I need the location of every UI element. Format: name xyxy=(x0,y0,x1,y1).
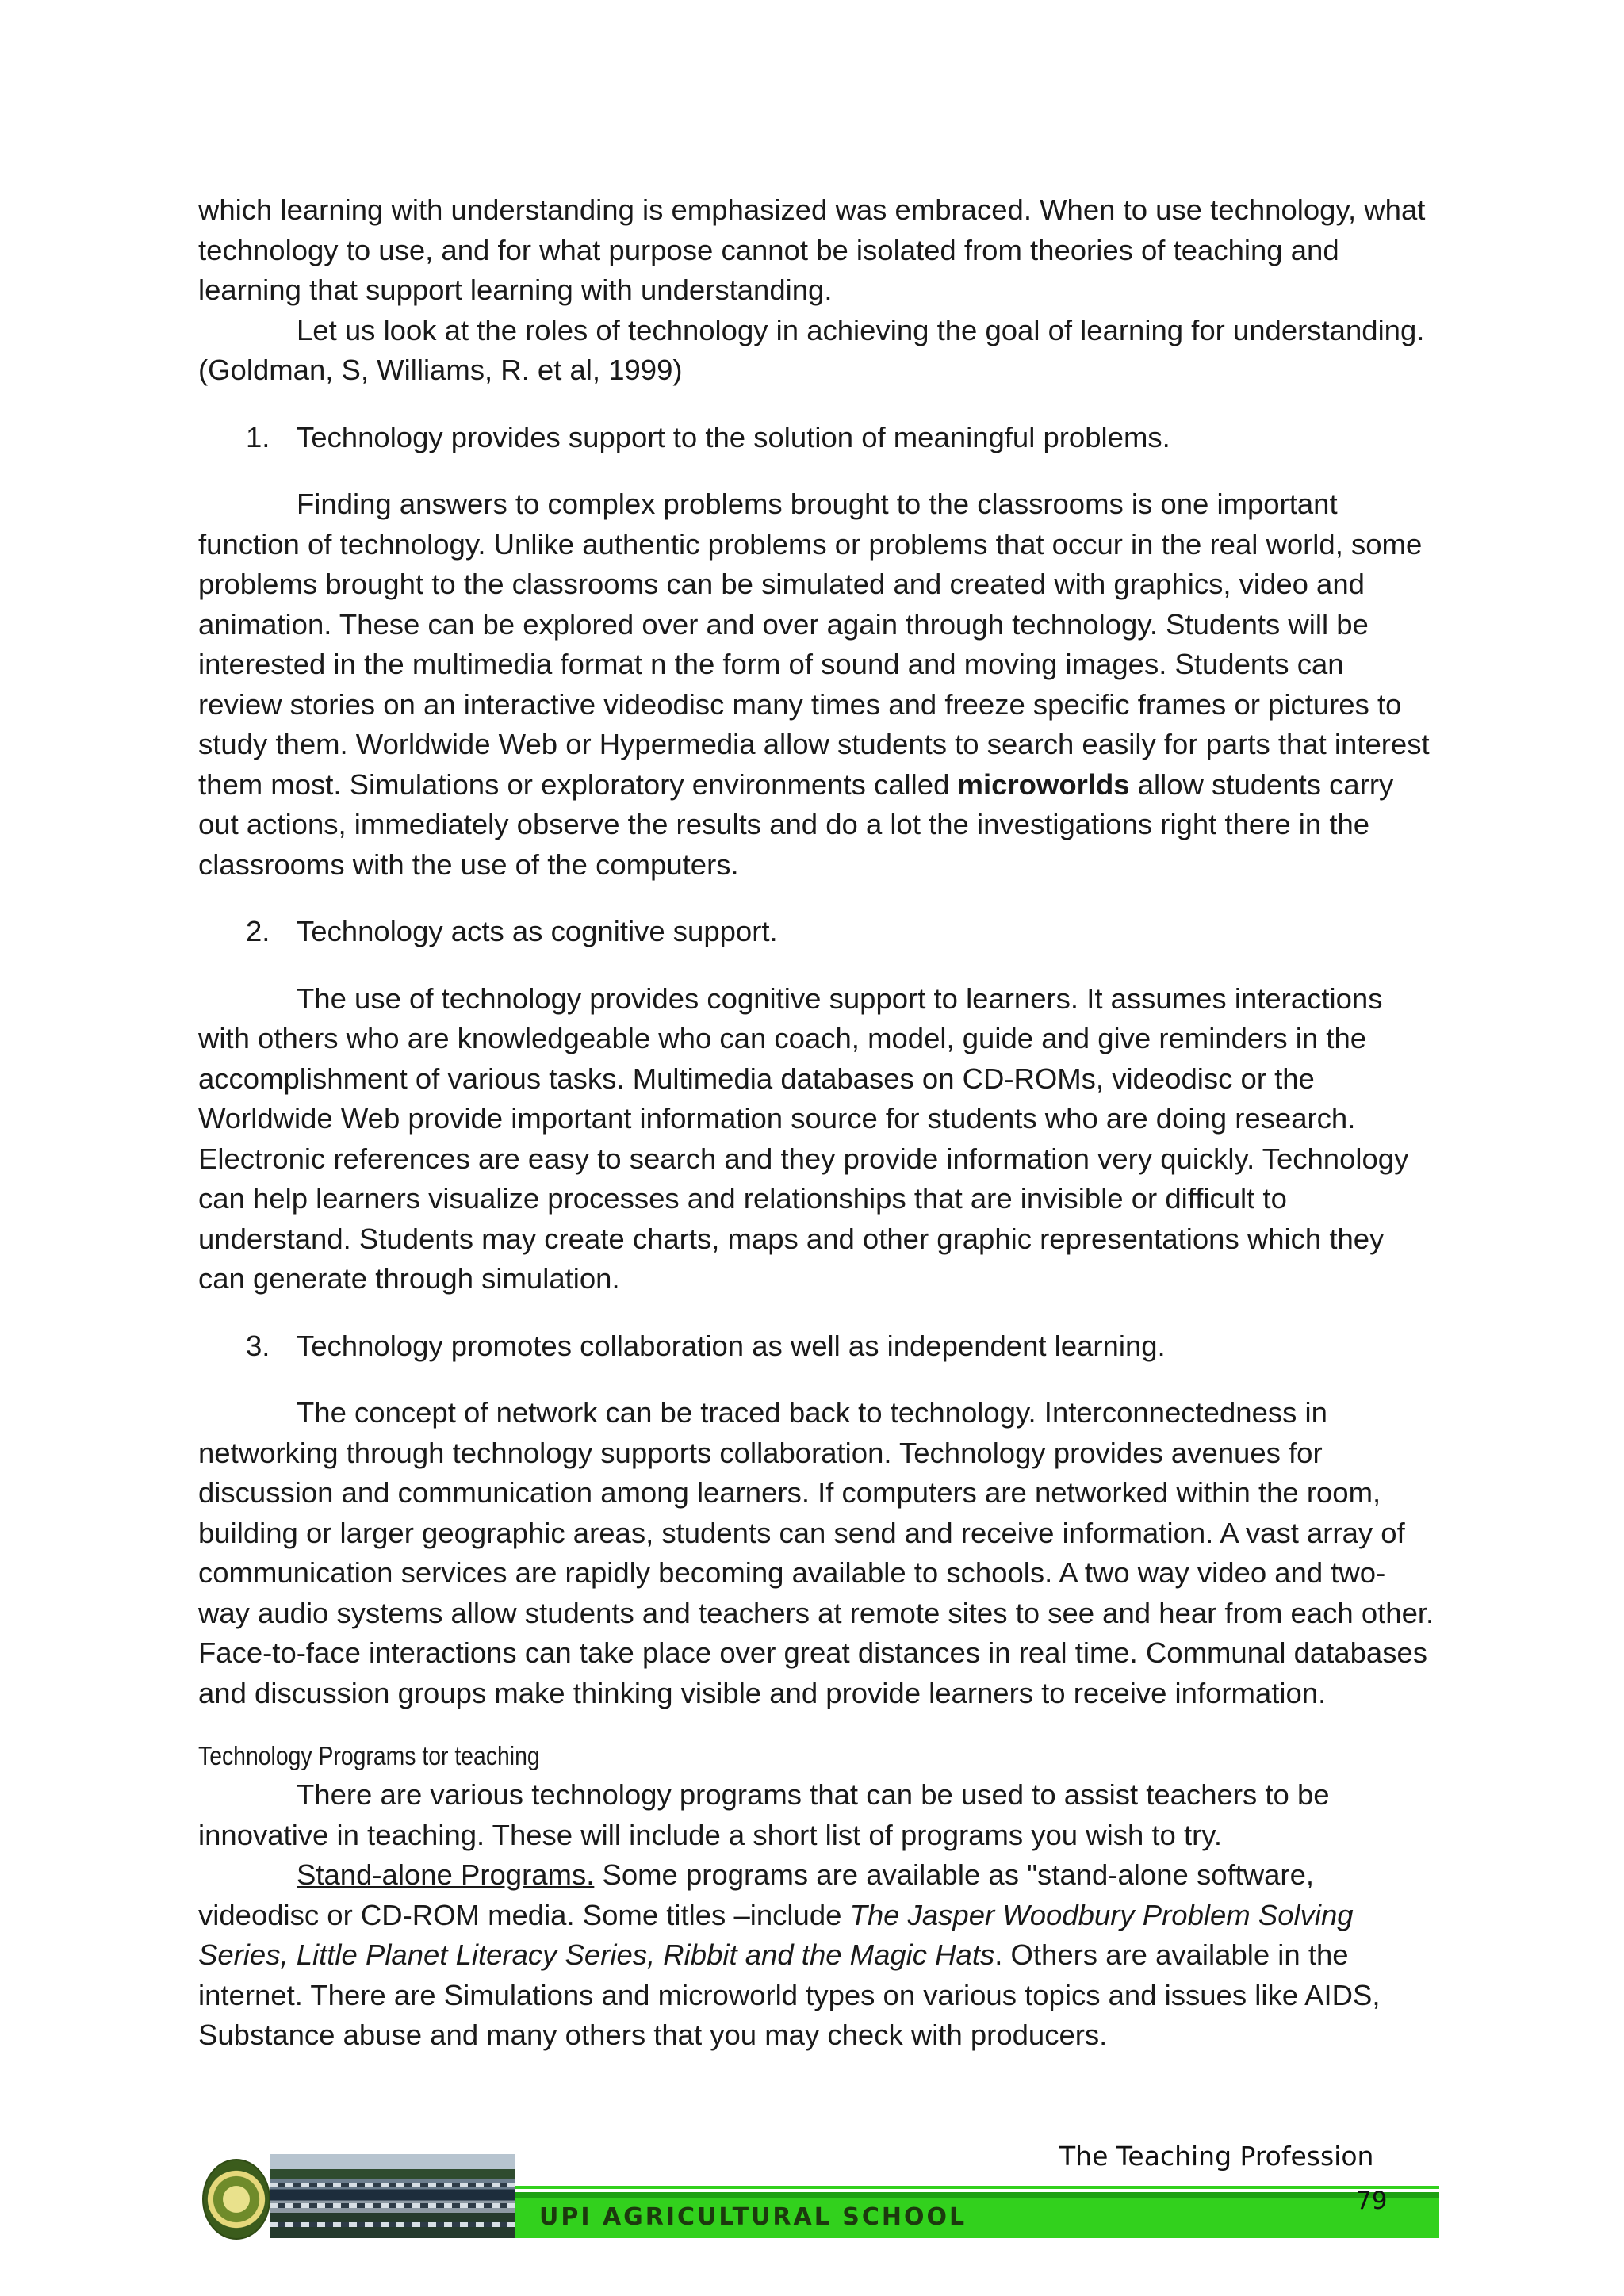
term-stand-alone: Stand-alone Programs. xyxy=(297,1858,595,1891)
list-number: 2. xyxy=(246,915,270,947)
school-seal-icon xyxy=(202,2159,270,2240)
list-number: 3. xyxy=(246,1329,270,1362)
page-body xyxy=(198,190,1435,2056)
list-item-text: Technology acts as cognitive support. xyxy=(297,915,778,947)
school-name-bar xyxy=(515,2192,1439,2238)
paragraph-intro: which learning with understanding is emphasized was embraced. When to use technology, what technology to use, and for what purpose cannot be isolated from theories of teaching and learning that support learning with understanding. xyxy=(198,193,1426,306)
list-item-text: Technology promotes collaboration as well as independent learning. xyxy=(297,1329,1166,1362)
paragraph-collaboration: The concept of network can be traced back to technology. Interconnectedness in networking through technology supports collaboration. Technology provides avenues for discussion and communication among learners. If computers are networked within the room, building or larger geographic areas, students can send and receive information. A vast array of communication services are rapidly becoming available to schools. A two way video and two-way audio systems allow students and teachers at remote sites to see and hear from each other. Face-to-face interactions can take place over great distances in real time. Communal databases and discussion groups make thinking visible and provide learners to receive information. xyxy=(198,1396,1434,1709)
footer-title: The Teaching Profession xyxy=(1059,2141,1374,2172)
list-item-1 xyxy=(198,418,1435,458)
paragraph-cognitive: The use of technology provides cognitive support to learners. It assumes interactions with others who are knowledgeable who can coach, model, guide and give reminders in the accomplishment of various tasks. Multimedia databases on CD-ROMs, videodisc or the Worldwide Web provide important information source for students who are doing research. Electronic references are easy to search and they provide information very quickly. Technology can help learners visualize processes and relationships that are invisible or difficult to understand. Students may create charts, maps and other graphic representations which they can generate through simulation. xyxy=(198,982,1409,1295)
page-number: 79 xyxy=(1356,2187,1388,2215)
list-item-3 xyxy=(198,1326,1435,1367)
list-number: 1. xyxy=(246,420,270,453)
school-building-photo xyxy=(270,2154,515,2238)
list-item-text: Technology provides support to the solution of meaningful problems. xyxy=(297,420,1170,453)
paragraph-problems: Finding answers to complex problems brought to the classrooms is one important function of technology. Unlike authentic problems or problems that occur in the real world, some problems brought to the classrooms can be simulated and created with graphics, video and animation. These can be explored over and over again through technology. Students will be interested in the multimedia format n the form of sound and moving images. Students can review stories on an interactive videodisc many times and freeze specific frames or pictures to study them. Worldwide Web or Hypermedia allow students to search easily for parts that interest them most. Simulations or exploratory environments called microworlds allow students carry out actions, immediately observe the results and do a lot the investigations right there in the classrooms with the use of the computers. xyxy=(198,488,1430,881)
section-heading: Technology Programs tor teaching xyxy=(198,1741,540,1770)
paragraph-stand-alone: Stand-alone Programs. Some programs are available as "stand-alone software, videodisc or CD-ROM media. Some titles –include The Jasper Woodbury Problem Solving Series, Little Planet Literacy Series, Ribbit and the Magic Hats. Others are available in the internet. There are Simulations and microworld types on various topics and issues like AIDS, Substance abuse and many others that you may check with producers. xyxy=(198,1858,1381,2051)
paragraph-roles: Let us look at the roles of technology in achieving the goal of learning for understanding. (Goldman, S, Williams, R. et al, 1999) xyxy=(198,313,1425,386)
school-name: UPI AGRICULTURAL SCHOOL xyxy=(539,2203,967,2231)
term-microworlds: microworlds xyxy=(957,767,1130,801)
list-item-2 xyxy=(198,912,1435,952)
school-banner xyxy=(202,2152,1439,2240)
paragraph-programs: There are various technology programs that can be used to assist teachers to be innovative in teaching. These will include a short list of programs you wish to try. xyxy=(198,1778,1330,1851)
program-titles: The Jasper Woodbury Problem Solving Series, Little Planet Literacy Series, Ribbit and the Magic Hats xyxy=(198,1898,1354,1971)
